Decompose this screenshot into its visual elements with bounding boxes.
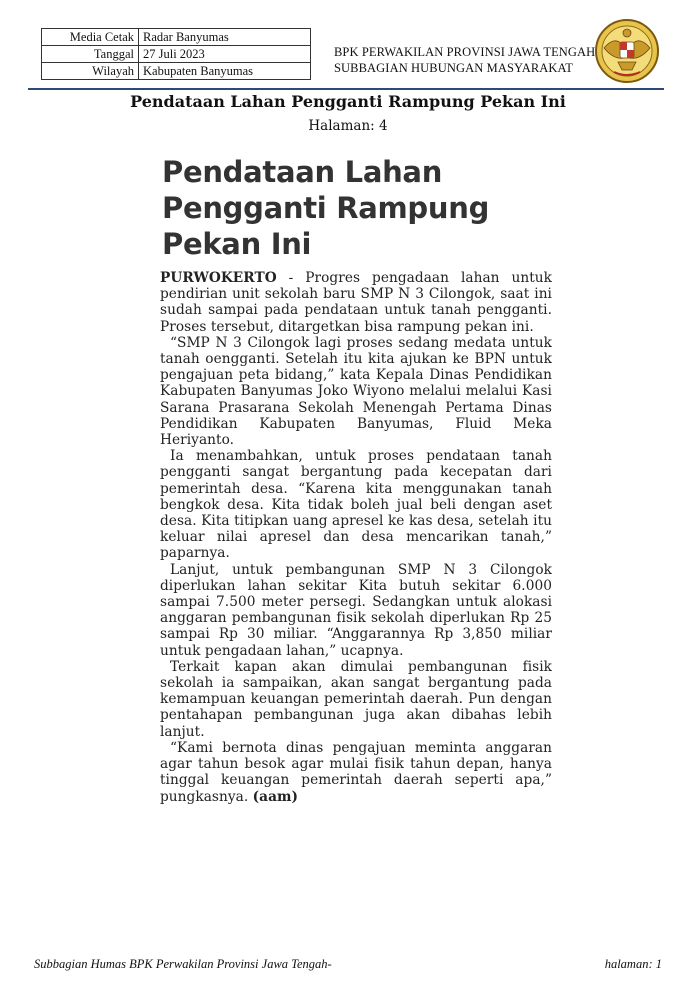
paragraph-2: “SMP N 3 Cilongok lagi proses sedang medata untuk tanah oengganti. Setelah itu kita ajukan ke BPN untuk pengajuan peta bidang,” kata Kepala Dinas Pendidikan Kabupaten Banyumas Joko Wiyono melalui melalui Kasi Sarana Prasarana Sekolah Menengah Pertama Dinas Pendidikan Kabupaten Banyumas, Fluid Meka Heriyanto. bbox=[160, 334, 552, 449]
media-label: Media Cetak bbox=[42, 29, 139, 46]
paragraph-5: Terkait kapan akan dimulai pembangunan fisik sekolah ia sampaikan, akan sangat bergantung pada kemampuan keuangan pemerintah daerah. Pun dengan pentahapan pembangunan juga akan dibahas lebih lanjut. bbox=[160, 658, 552, 740]
paragraph-3: Ia menambahkan, untuk proses pendataan tanah pengganti sangat bergantung pada kecepatan dari pemerintah desa. “Karena kita menggunakan tanah bengkok desa. Kita tidak boleh jual beli dengan aset desa. Kita titipkan uang apresel ke kas desa, setelah itu keluar nilai apresel dan desa mencarikan tanah,” paparnya. bbox=[160, 448, 552, 562]
page-title: Pendataan Lahan Pengganti Rampung Pekan Ini bbox=[130, 92, 566, 111]
footer-department: Subbagian Humas BPK Perwakilan Provinsi Jawa Tengah- bbox=[34, 957, 332, 971]
paragraph-6 bbox=[160, 740, 552, 805]
headline-line-2: Pengganti Rampung bbox=[162, 191, 490, 225]
article-body bbox=[160, 270, 552, 805]
region-label: Wilayah bbox=[42, 63, 139, 80]
agency-name bbox=[334, 44, 595, 76]
region-value: Kabupaten Banyumas bbox=[139, 63, 311, 80]
agency-line-2: SUBBAGIAN HUBUNGAN MASYARAKAT bbox=[334, 61, 574, 75]
dateline: PURWOKERTO bbox=[160, 270, 277, 286]
news-clipping bbox=[160, 154, 552, 805]
paragraph-1-text: - Progres pengadaan lahan untuk pendirian unit sekolah baru SMP N 3 Cilongok, saat ini sudah sampai pada pendataan untuk tanah pengganti. Proses tersebut, ditargetkan bisa rampung pekan ini. bbox=[160, 270, 552, 335]
agency-line-1: BPK PERWAKILAN PROVINSI JAWA TENGAH bbox=[334, 45, 596, 59]
date-row bbox=[42, 46, 311, 63]
footer-page-number: halaman: 1 bbox=[604, 957, 662, 971]
paragraph-1 bbox=[160, 270, 552, 335]
garuda-emblem-icon bbox=[594, 18, 660, 84]
headline-line-1: Pendataan Lahan bbox=[162, 155, 443, 189]
author-signature: (aam) bbox=[252, 788, 299, 805]
headline-line-3: Pekan Ini bbox=[162, 227, 312, 261]
media-value: Radar Banyumas bbox=[139, 29, 311, 46]
media-row bbox=[42, 29, 311, 46]
date-value: 27 Juli 2023 bbox=[139, 46, 311, 63]
paragraph-6-text: “Kami bernota dinas pengajuan meminta anggaran agar tahun besok agar mulai fisik tahun depan, hanya tinggal keuangan pemerintah daerah seperti apa,” pungkasnya. bbox=[160, 739, 552, 805]
header-divider bbox=[28, 88, 664, 90]
date-label: Tanggal bbox=[42, 46, 139, 63]
media-info-table bbox=[41, 28, 311, 80]
region-row bbox=[42, 63, 311, 80]
page-number-label: Halaman: 4 bbox=[308, 118, 388, 134]
article-headline bbox=[162, 154, 552, 262]
paragraph-4: Lanjut, untuk pembangunan SMP N 3 Cilongok diperlukan lahan sekitar Kita butuh sekitar 6.000 sampai 7.500 meter persegi. Sedangkan untuk alokasi anggaran pembangunan fisik sekolah diperlukan Rp 25 sampai Rp 30 miliar. “Anggarannya Rp 3,850 miliar untuk pengadaan lahan,” ucapnya. bbox=[160, 561, 552, 659]
